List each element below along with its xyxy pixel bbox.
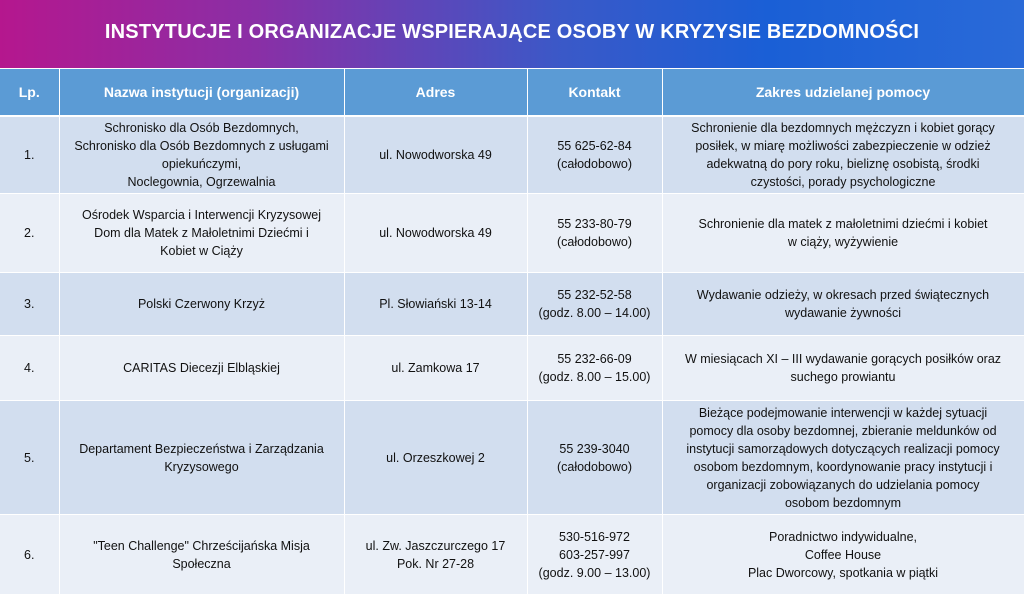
- row-contact: 55 239-3040 (całodobowo): [527, 401, 662, 515]
- row-address: ul. Zw. Jaszczurczego 17 Pok. Nr 27-28: [344, 515, 527, 595]
- row-name: CARITAS Diecezji Elbląskiej: [59, 336, 344, 401]
- table-header-row: [0, 69, 1024, 116]
- title-banner: [0, 0, 1024, 68]
- row-scope: Poradnictwo indywidualne, Coffee House Plac Dworcowy, spotkania w piątki: [662, 515, 1024, 595]
- row-contact: 55 232-66-09 (godz. 8.00 – 15.00): [527, 336, 662, 401]
- row-lp: 6.: [0, 515, 59, 595]
- header-lp: Lp.: [0, 69, 59, 116]
- table-row: [0, 116, 1024, 194]
- header-address: Adres: [344, 69, 527, 116]
- row-address: ul. Nowodworska 49: [344, 116, 527, 194]
- row-contact: 55 233-80-79 (całodobowo): [527, 194, 662, 273]
- table-row: [0, 515, 1024, 595]
- institutions-table: [0, 69, 1024, 595]
- row-name: Departament Bezpieczeństwa i Zarządzania Kryzysowego: [59, 401, 344, 515]
- row-lp: 4.: [0, 336, 59, 401]
- table-row: [0, 336, 1024, 401]
- row-name: "Teen Challenge" Chrześcijańska Misja Społeczna: [59, 515, 344, 595]
- row-address: ul. Nowodworska 49: [344, 194, 527, 273]
- row-scope: Bieżące podejmowanie interwencji w każdej sytuacji pomocy dla osoby bezdomnej, zbieranie meldunków od instytucji samorządowych dotyczących realizacji pomocy osobom bezdomnym, koordynowanie pracy instytucji i organizacji zobowiązanych do udzielania pomocy osobom bezdomnym: [662, 401, 1024, 515]
- row-address: ul. Zamkowa 17: [344, 336, 527, 401]
- row-contact: 55 232-52-58 (godz. 8.00 – 14.00): [527, 273, 662, 336]
- row-contact: 55 625-62-84 (całodobowo): [527, 116, 662, 194]
- row-address: ul. Orzeszkowej 2: [344, 401, 527, 515]
- page-title: INSTYTUCJE I ORGANIZACJE WSPIERAJĄCE OSOBY W KRYZYSIE BEZDOMNOŚCI: [104, 20, 920, 43]
- row-name: Polski Czerwony Krzyż: [59, 273, 344, 336]
- table-row: [0, 273, 1024, 336]
- row-lp: 3.: [0, 273, 59, 336]
- row-lp: 1.: [0, 116, 59, 194]
- row-scope: Schronienie dla matek z małoletnimi dziećmi i kobiet w ciąży, wyżywienie: [662, 194, 1024, 273]
- row-lp: 5.: [0, 401, 59, 515]
- row-scope: Schronienie dla bezdomnych mężczyzn i kobiet gorący posiłek, w miarę możliwości zabezpieczenie w odzież adekwatną do pory roku, bieliznę osobistą, środki czystości, porady psychologiczne: [662, 116, 1024, 194]
- header-name: Nazwa instytucji (organizacji): [59, 69, 344, 116]
- header-contact: Kontakt: [527, 69, 662, 116]
- row-scope: W miesiącach XI – III wydawanie gorących posiłków oraz suchego prowiantu: [662, 336, 1024, 401]
- row-address: Pl. Słowiański 13-14: [344, 273, 527, 336]
- table-row: [0, 194, 1024, 273]
- row-scope: Wydawanie odzieży, w okresach przed świątecznych wydawanie żywności: [662, 273, 1024, 336]
- header-scope: Zakres udzielanej pomocy: [662, 69, 1024, 116]
- row-name: Ośrodek Wsparcia i Interwencji Kryzysowej Dom dla Matek z Małoletnimi Dziećmi i Kobiet w Ciąży: [59, 194, 344, 273]
- row-contact: 530-516-972 603-257-997 (godz. 9.00 – 13.00): [527, 515, 662, 595]
- row-lp: 2.: [0, 194, 59, 273]
- table-row: [0, 401, 1024, 515]
- row-name: Schronisko dla Osób Bezdomnych, Schronisko dla Osób Bezdomnych z usługami opiekuńczymi, Noclegownia, Ogrzewalnia: [59, 116, 344, 194]
